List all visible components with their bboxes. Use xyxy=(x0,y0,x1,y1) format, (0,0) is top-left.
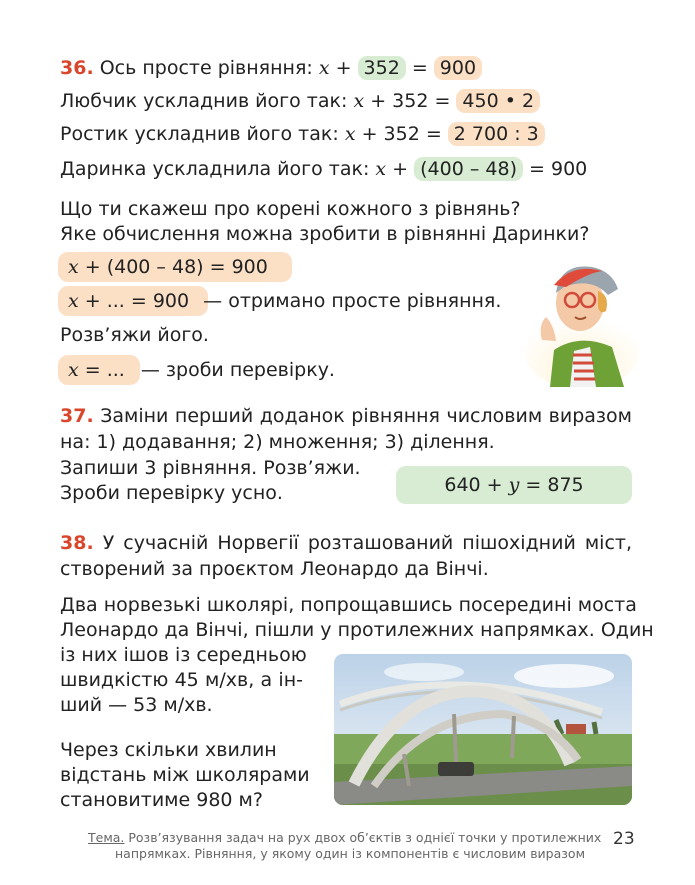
footer-topic-label: Тема. xyxy=(88,830,125,845)
orange-pill: 450 • 2 xyxy=(456,89,540,113)
orange-pill: 2 700 : 3 xyxy=(448,122,545,146)
ex38-number: 38. xyxy=(60,532,94,554)
ex37-line4: Зроби перевірку усно. xyxy=(60,482,283,504)
ex38-line1: 38. У сучасній Норвегії розташований пішохідний міст, xyxy=(60,532,632,554)
ex38-line2: створений за проєктом Леонардо да Вінчі. xyxy=(60,558,489,580)
ex36-step3: Розв’яжи його. xyxy=(60,324,209,346)
ex37-number: 37. xyxy=(60,405,94,427)
ex36-question1: Що ти скажеш про корені кожного з рівнянь? xyxy=(60,198,521,220)
ex37-line1: 37. Заміни перший доданок рівняння числовим виразом xyxy=(60,405,632,427)
ex38-para5: ший — 53 м/хв. xyxy=(60,694,213,716)
ex38-para1: Два норвезькі школярі, попрощавшись посередині моста xyxy=(60,594,637,616)
ex37-equation: 640 + y = 875 xyxy=(444,474,584,496)
green-pill: 352 xyxy=(358,56,406,80)
ex38-question2: відстань між школярами xyxy=(60,764,310,786)
ex37-line2: на: 1) додавання; 2) множення; 3) ділення. xyxy=(60,431,495,453)
ex38-para3: із них ішов із середньою xyxy=(60,644,307,666)
ex38-question1: Через скільки хвилин xyxy=(60,739,277,761)
footer-topic-line1: Тема. Розв’язування задач на рух двох об’єктів з однієї точки у протилежних xyxy=(88,830,602,845)
thinking-boy-illustration xyxy=(520,255,640,387)
ex36-line3: Ростик ускладнив його так: x + 352 = 2 700 : 3 xyxy=(60,122,545,146)
ex36-line2: Любчик ускладнив його так: x + 352 = 450 • 2 xyxy=(60,89,540,113)
ex36-line4: Даринка ускладнила його так: x + (400 – 48) = 900 xyxy=(60,158,588,180)
ex36-step2: x + ... = 900 — отримано просте рівняння. xyxy=(68,290,502,312)
ex38-question3: становитиме 980 м? xyxy=(60,789,263,811)
green-pill: (400 – 48) xyxy=(414,157,523,181)
ex36-step4: x = ... — зроби перевірку. xyxy=(68,359,335,381)
page-number: 23 xyxy=(613,829,635,849)
leonardo-bridge-photo xyxy=(334,654,632,805)
ex38-para2: Леонардо да Вінчі, пішли у протилежних напрямках. Один xyxy=(60,619,654,641)
ex36-line1: 36. Ось просте рівняння: x + 352 = 900 xyxy=(60,56,482,80)
footer-topic-line2: напрямках. Рівняння, у якому один із компонентів є числовим виразом xyxy=(115,846,586,861)
ex38-para4: швидкістю 45 м/хв, а ін- xyxy=(60,669,303,691)
ex36-step1: x + (400 – 48) = 900 xyxy=(68,256,268,278)
ex36-number: 36. xyxy=(60,57,94,79)
ex37-line3: Запиши 3 рівняння. Розв’яжи. xyxy=(60,457,361,479)
orange-pill: 900 xyxy=(434,56,482,80)
ex36-question2: Яке обчислення можна зробити в рівнянні Даринки? xyxy=(60,223,590,245)
